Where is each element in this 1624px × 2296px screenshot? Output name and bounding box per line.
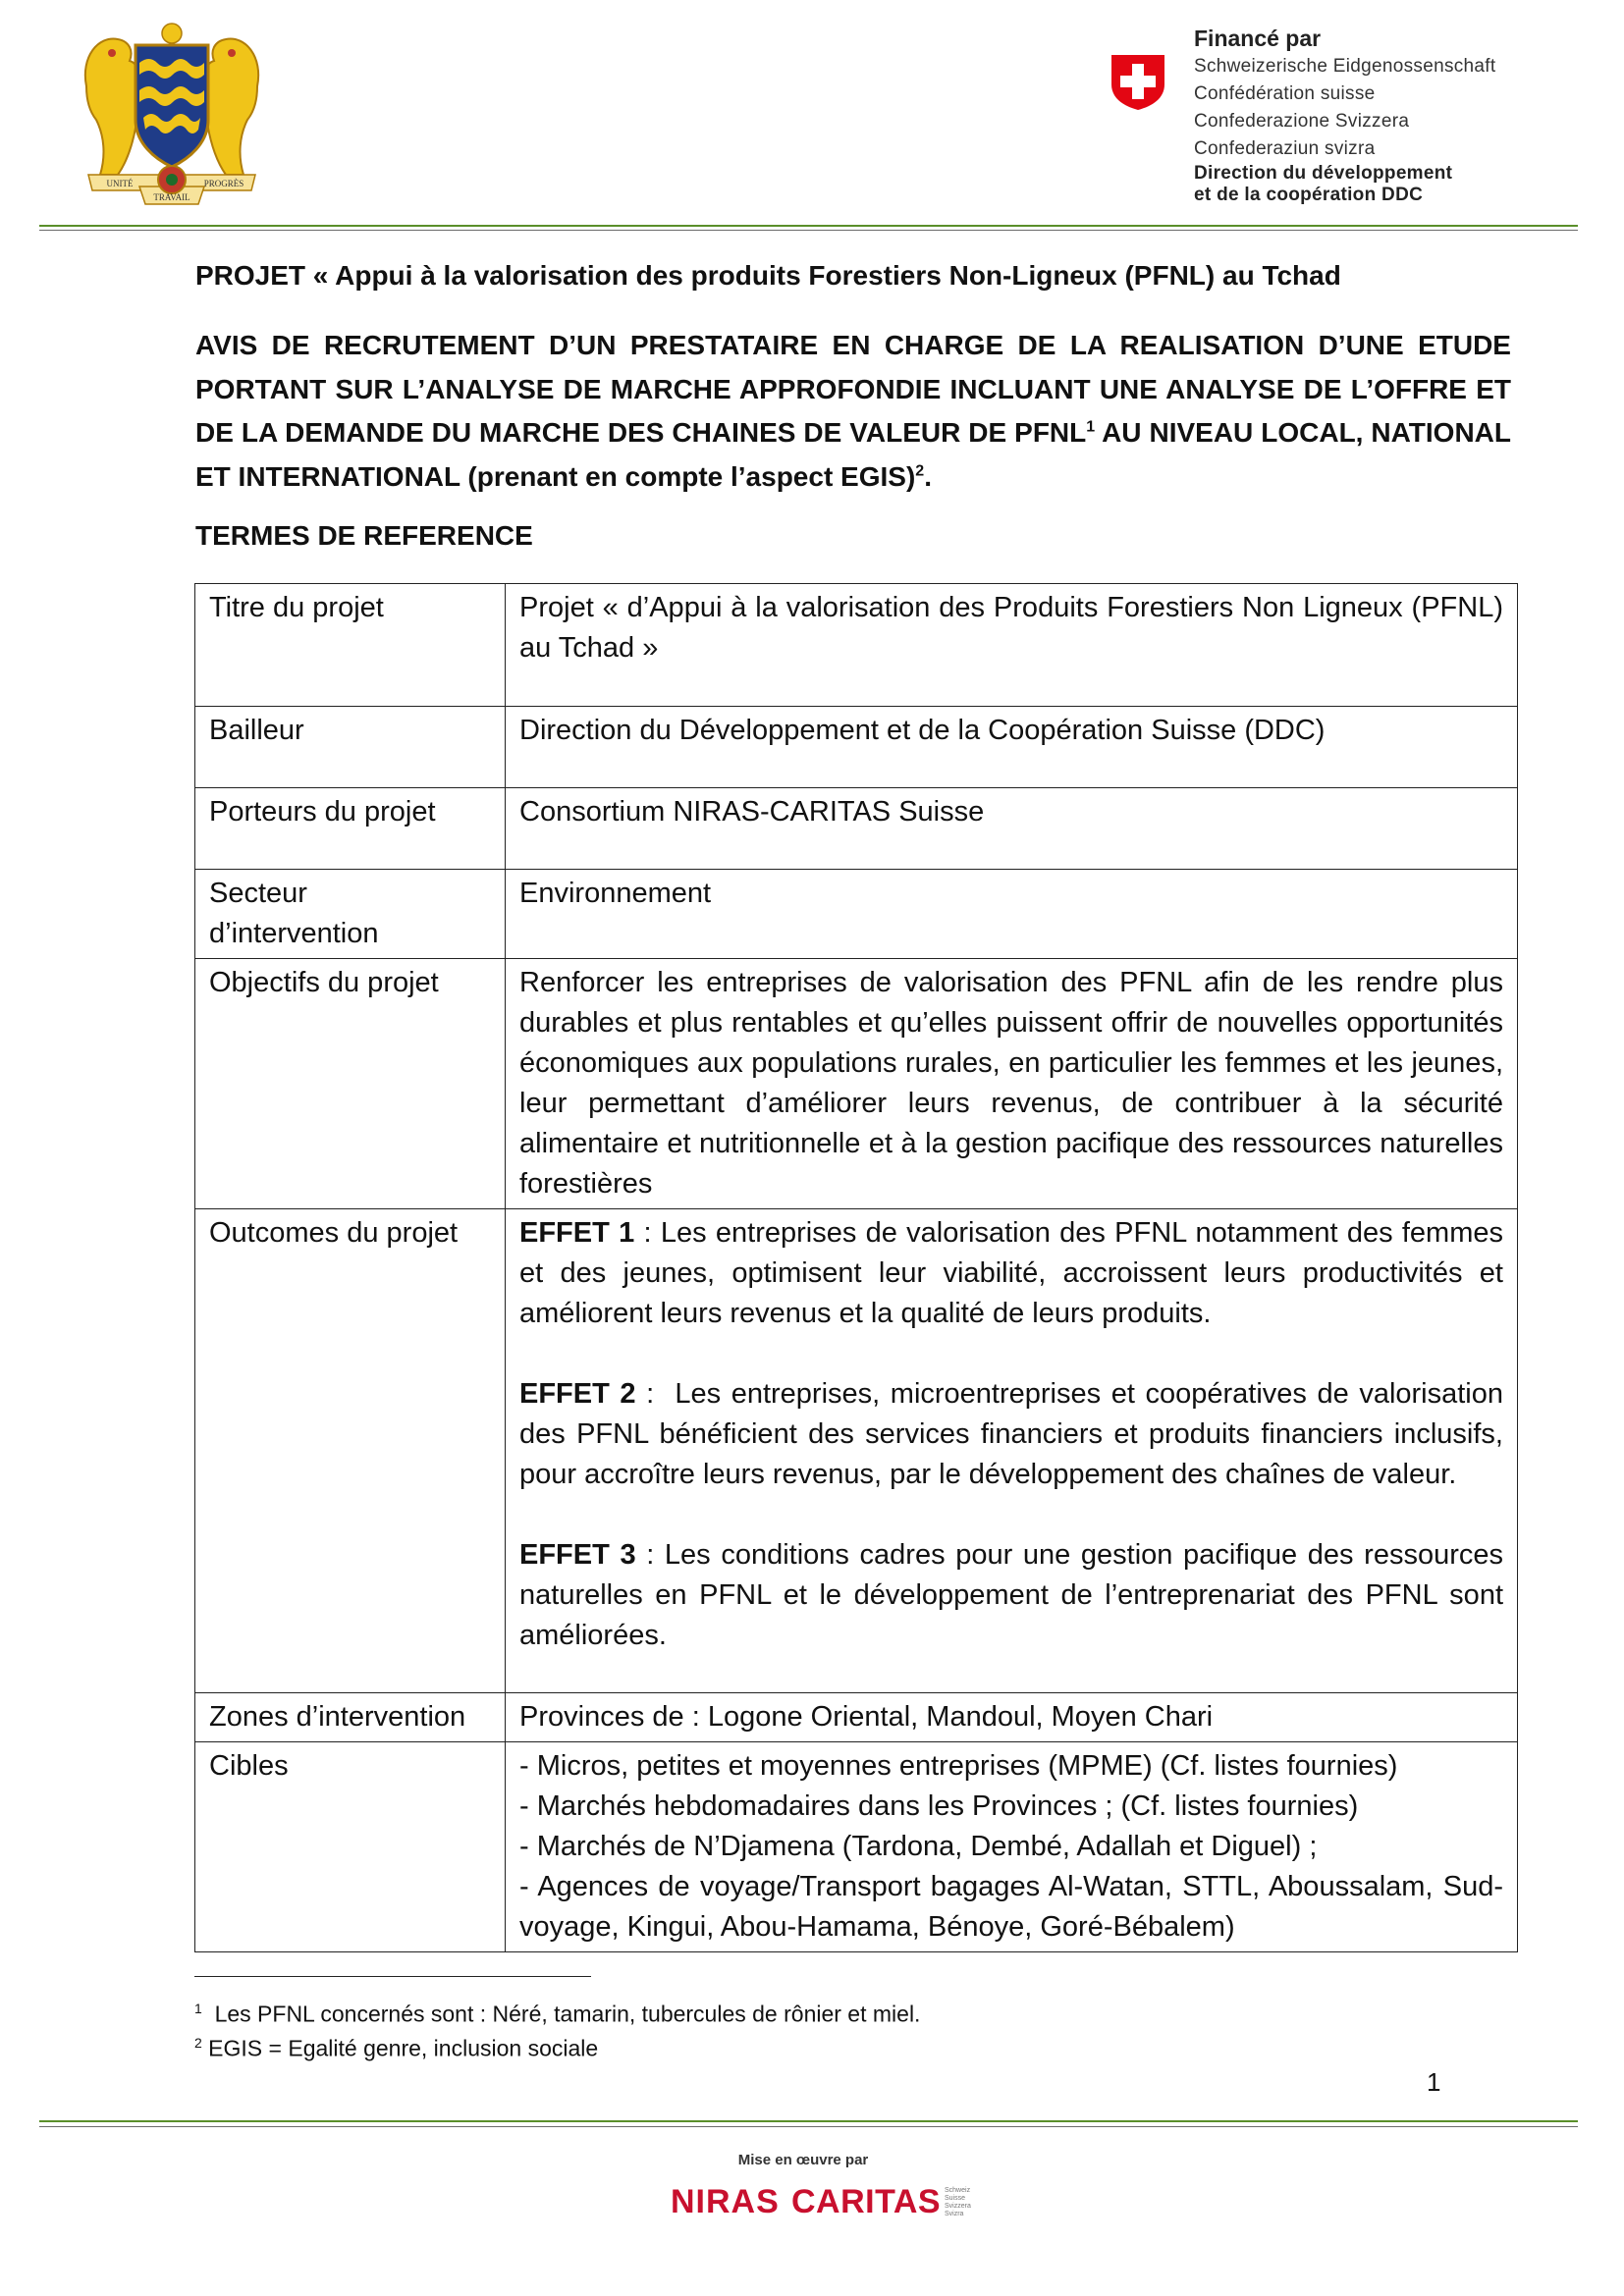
cibles-cell	[506, 1742, 1518, 1952]
notice-part: AVIS DE RECRUTEMENT D’UN PRESTATAIRE EN CHARGE DE LA REALISATION D’UNE ETUDE PORTANT SUR L’ANALYSE DE MARCHE APPROFONDIE INCLUANT UNE ANALYSE DE L’OFFRE ET DE LA DEMANDE DU MARCHE DES CHAINES DE VALEUR DE PFNL	[195, 330, 1511, 448]
funder-line: Confederaziun svizra	[1194, 138, 1376, 159]
footnote-ref: 2	[915, 462, 925, 480]
effect-sep: :	[635, 1539, 665, 1571]
row-value: Provinces de : Logone Oriental, Mandoul, Moyen Chari	[506, 1693, 1518, 1742]
table-row	[195, 1209, 1518, 1693]
effect-item	[519, 1535, 1503, 1656]
notice-part: AU NIVEAU LOCAL, NATIONAL ET INTERNATIONAL (prenant en compte l’aspect EGIS)	[195, 417, 1511, 492]
row-value: Projet « d’Appui à la valorisation des Produits Forestiers Non Ligneux (PFNL) au Tchad »	[506, 584, 1518, 707]
list-item: - Marchés hebdomadaires dans les Provinces ; (Cf. listes fournies)	[519, 1790, 1359, 1822]
caritas-logo: CARITAS	[791, 2183, 942, 2220]
row-key: Titre du projet	[195, 584, 506, 707]
funder-line: Confédération suisse	[1194, 83, 1376, 104]
footnote-number: 2	[194, 2035, 202, 2051]
footer-grey-rule	[39, 2126, 1578, 2127]
effect-item	[519, 1213, 1503, 1334]
table-row	[195, 1742, 1518, 1952]
header-grey-rule	[39, 230, 1578, 231]
effect-item	[519, 1374, 1503, 1495]
notice-part: .	[924, 460, 932, 492]
coat-banner-bottom: TRAVAIL	[153, 192, 190, 202]
effect-label: EFFET 2	[519, 1378, 636, 1410]
footnote	[194, 2001, 920, 2028]
footnote-text: EGIS = Egalité genre, inclusion sociale	[201, 2035, 599, 2061]
funder-block	[1194, 24, 1606, 206]
terms-of-reference-table	[194, 583, 1518, 1952]
table-row	[195, 584, 1518, 707]
row-key: Secteur d’intervention	[195, 870, 506, 959]
table-row	[195, 707, 1518, 788]
caritas-logo-subtext: Schweiz Suisse Svizzera Svizra	[945, 2187, 971, 2217]
row-key: Bailleur	[195, 707, 506, 788]
funder-line-bold: Direction du développement	[1194, 163, 1453, 184]
page-number: 1	[1427, 2067, 1441, 2097]
funder-line: Confederazione Svizzera	[1194, 111, 1410, 132]
row-key: Objectifs du projet	[195, 959, 506, 1209]
table-row	[195, 1693, 1518, 1742]
outcomes-cell	[506, 1209, 1518, 1693]
funder-line: Schweizerische Eidgenossenschaft	[1194, 56, 1496, 77]
table-row	[195, 788, 1518, 870]
footnote-number: 1	[194, 2001, 202, 2016]
coat-banner-right: PROGRÈS	[203, 179, 244, 188]
footnote-ref: 1	[1086, 418, 1096, 436]
footnote-text: Les PFNL concernés sont : Néré, tamarin, tubercules de rônier et miel.	[201, 2001, 921, 2027]
row-key: Cibles	[195, 1742, 506, 1952]
recruitment-notice-title	[195, 324, 1511, 499]
footer-green-rule	[39, 2120, 1578, 2122]
project-line: PROJET « Appui à la valorisation des produits Forestiers Non-Ligneux (PFNL) au Tchad	[195, 260, 1341, 291]
implemented-by-label: Mise en œuvre par	[737, 2152, 869, 2168]
table-row	[195, 870, 1518, 959]
footnote	[194, 2035, 598, 2062]
list-item: - Marchés de N’Djamena (Tardona, Dembé, Adallah et Diguel) ;	[519, 1831, 1318, 1862]
swiss-flag-icon	[1108, 51, 1168, 112]
effect-sep: :	[635, 1378, 676, 1410]
effect-label: EFFET 1	[519, 1217, 635, 1249]
table-row	[195, 959, 1518, 1209]
footnote-rule	[194, 1976, 591, 1977]
list-item: - Micros, petites et moyennes entreprises (MPME) (Cf. listes fournies)	[519, 1750, 1398, 1782]
funder-label: Financé par	[1194, 26, 1322, 51]
row-value: Environnement	[506, 870, 1518, 959]
funder-line-bold: et de la coopération DDC	[1194, 185, 1424, 205]
list-item: - Agences de voyage/Transport bagages Al-Watan, STTL, Aboussalam, Sud-voyage, Kingui, Abou-Hamama, Bénoye, Goré-Bébalem)	[519, 1871, 1503, 1943]
effect-sep: :	[634, 1217, 661, 1249]
niras-logo: NIRAS	[671, 2183, 780, 2220]
chad-coat-of-arms-logo	[79, 18, 265, 206]
row-value: Renforcer les entreprises de valorisation des PFNL afin de les rendre plus durables et plus rentables et qu’elles puissent offrir de nouvelles opportunités économiques aux populations rurales, en particulier les femmes et les jeunes, leur permettant d’améliorer leurs revenus, de contribuer à la sécurité alimentaire et nutritionnelle et à la gestion pacifique des ressources naturelles forestières	[506, 959, 1518, 1209]
effect-text: Les entreprises, microentreprises et coopératives de valorisation des PFNL bénéficient des services financiers et produits financiers inclusifs, pour accroître leurs revenus, par le développement des chaînes de valeur.	[519, 1378, 1504, 1490]
effect-text: Les entreprises de valorisation des PFNL notamment des femmes et des jeunes, optimisent leur viabilité, accroissent leurs productivités et améliorent leurs revenus et la qualité de leurs produits.	[519, 1217, 1503, 1329]
effect-label: EFFET 3	[519, 1539, 636, 1571]
row-key: Outcomes du projet	[195, 1209, 506, 1693]
row-value: Direction du Développement et de la Coopération Suisse (DDC)	[506, 707, 1518, 788]
header-green-rule	[39, 225, 1578, 227]
tor-heading: TERMES DE REFERENCE	[195, 520, 533, 551]
row-value: Consortium NIRAS-CARITAS Suisse	[506, 788, 1518, 870]
effect-text: Les conditions cadres pour une gestion pacifique des ressources naturelles en PFNL et le développement de l’entreprenariat des PFNL sont améliorées.	[519, 1539, 1503, 1651]
row-key: Porteurs du projet	[195, 788, 506, 870]
row-key: Zones d’intervention	[195, 1693, 506, 1742]
coat-banner-left: UNITÉ	[106, 179, 134, 188]
